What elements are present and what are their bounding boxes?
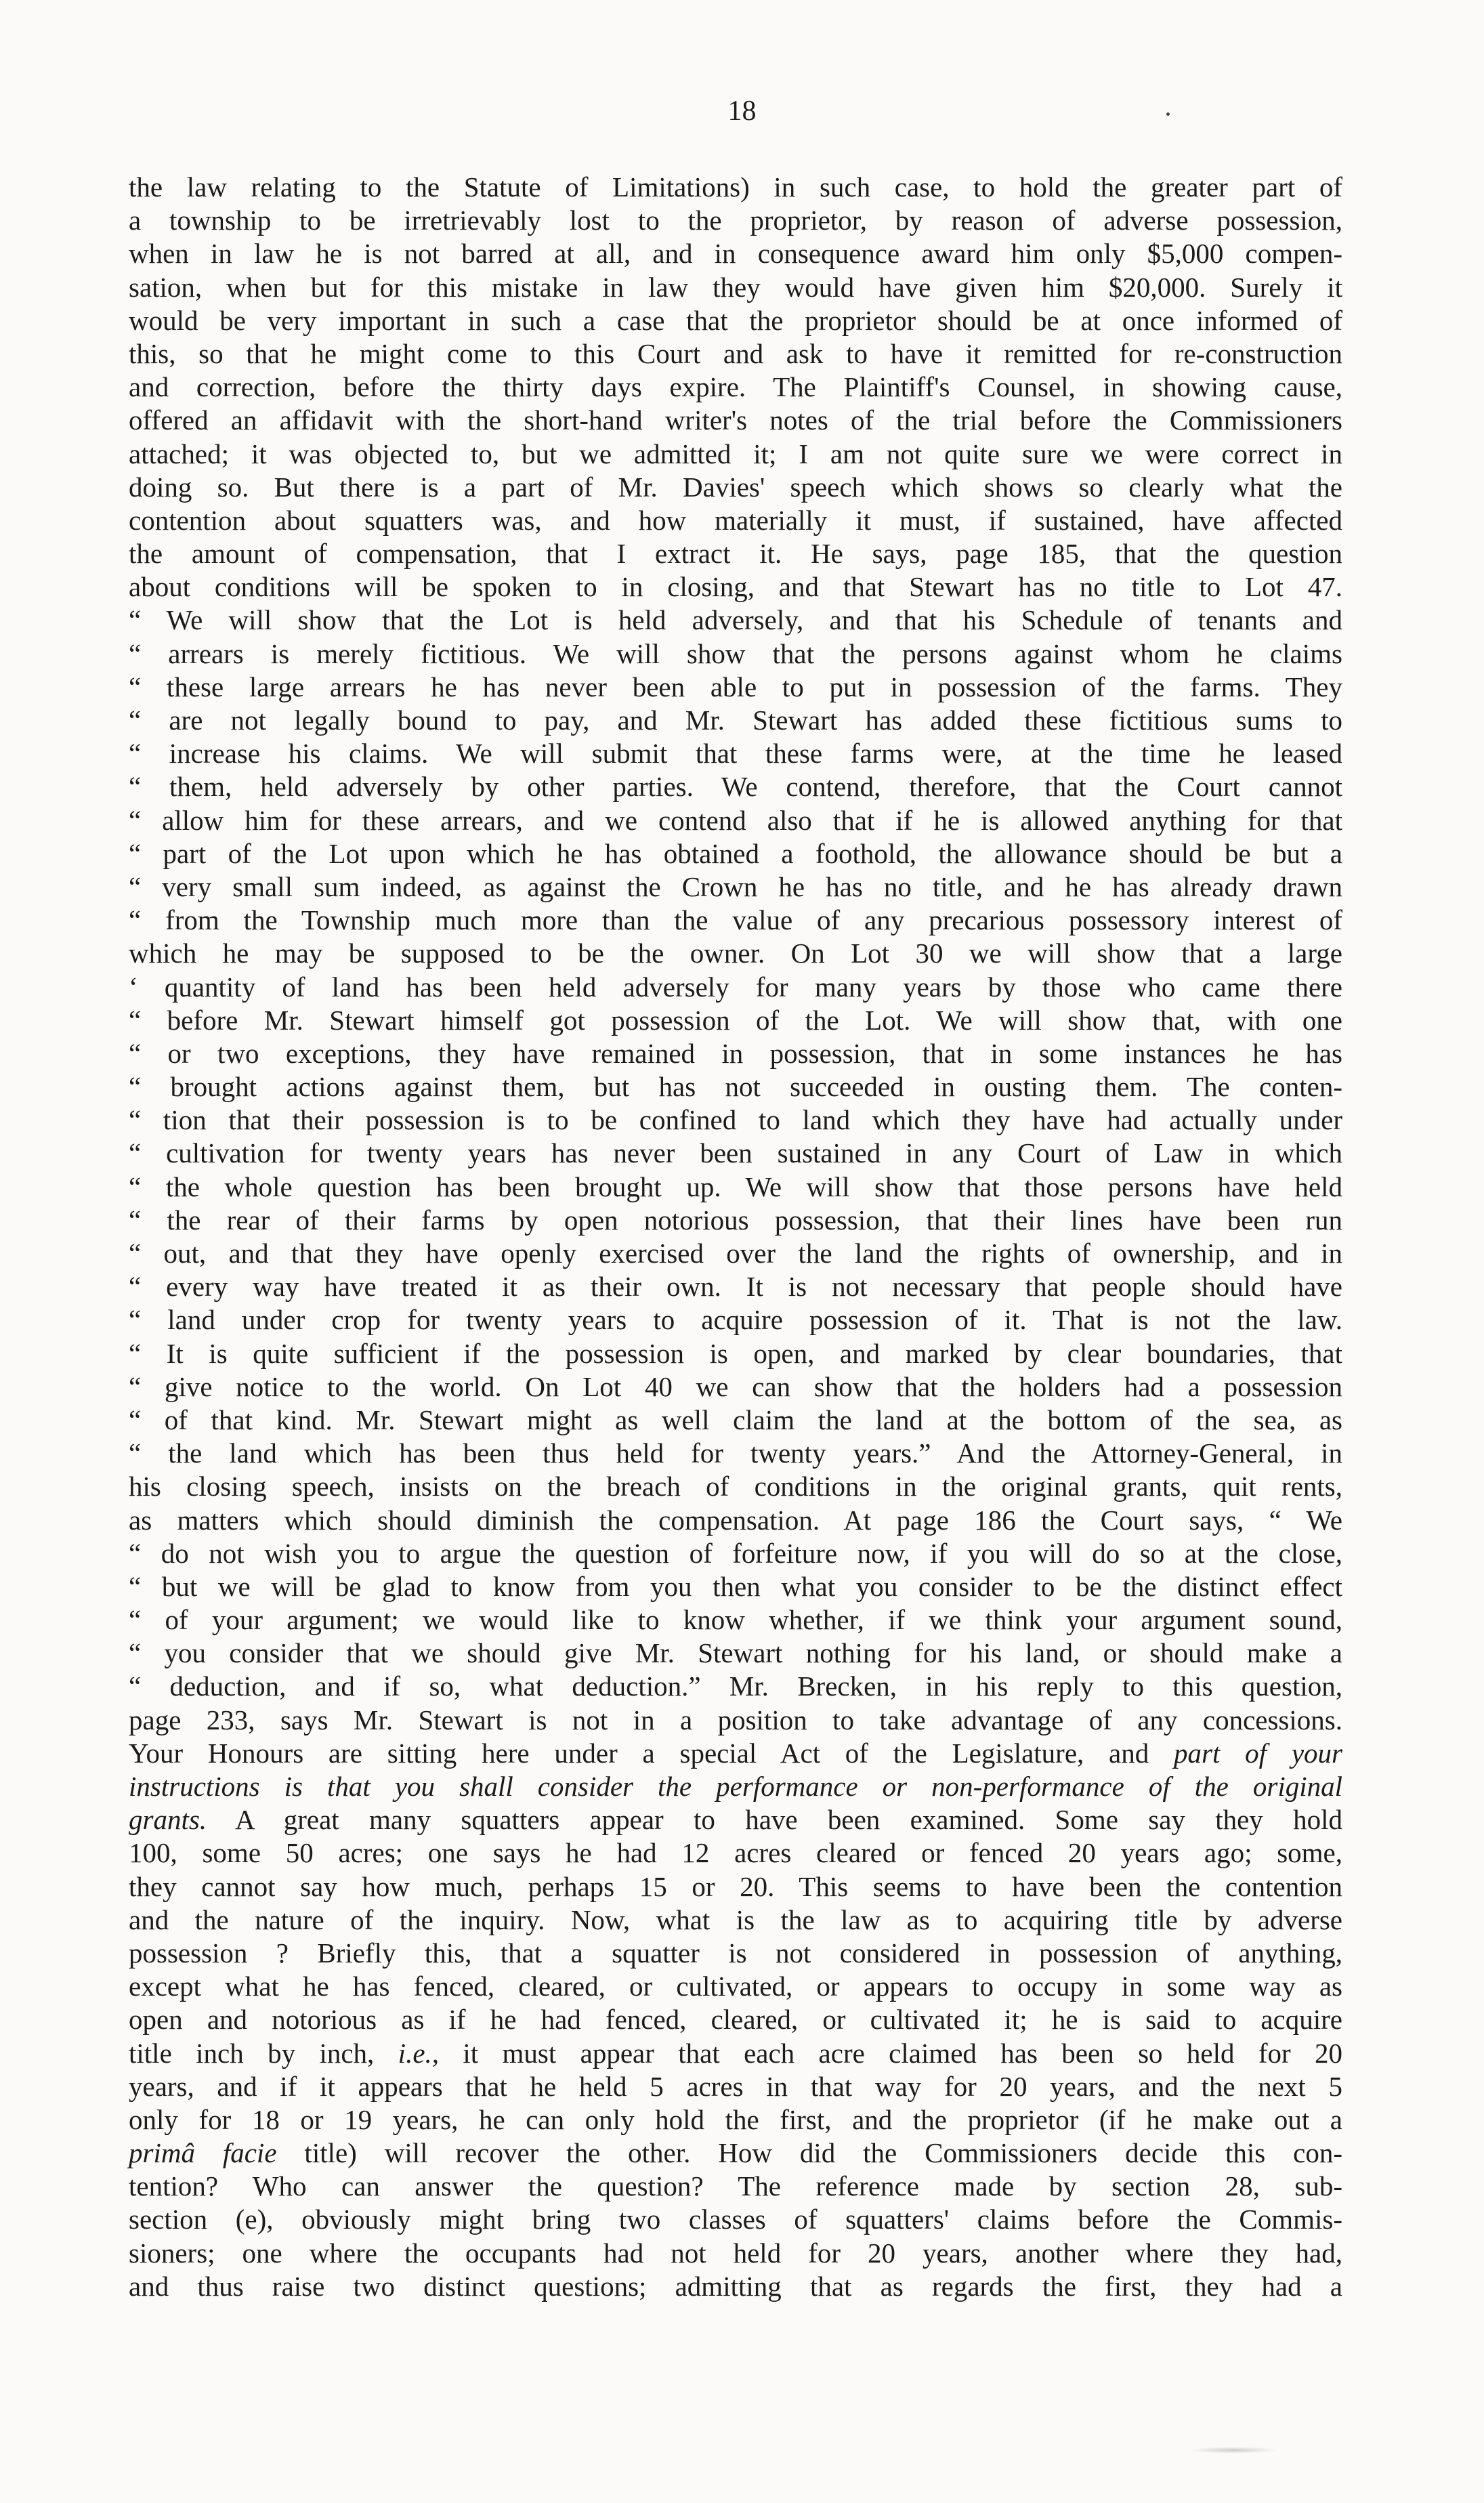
text-line: “ cultivation for twenty years has never been sustained in any Court of Law in which — [129, 1137, 1342, 1169]
text-line: 100, some 50 acres; one says he had 12 acres cleared or fenced 20 years ago; some, — [129, 1837, 1342, 1869]
italic-run: grants. — [129, 1804, 207, 1836]
text-run: A great many squatters appear to have been examined. Some say they hold — [235, 1804, 1342, 1836]
text-line: “ arrears is merely fictitious. We will show that the persons against whom he claims — [129, 637, 1342, 669]
text-line: “ very small sum indeed, as against the Crown he has no title, and he has already drawn — [129, 870, 1342, 902]
printer-mark — [1166, 112, 1170, 116]
text-line-with-italics — [129, 2137, 1342, 2170]
text-line: the law relating to the Statute of Limitations) in such case, to hold the greater part of — [129, 171, 1342, 203]
text-line: a township to be irretrievably lost to the proprietor, by reason of adverse possession, — [129, 205, 1342, 236]
text-line: tention? Who can answer the question? The reference made by section 28, sub- — [129, 2170, 1342, 2202]
text-line: page 233, says Mr. Stewart is not in a position to take advantage of any concessions. — [129, 1704, 1342, 1736]
text-line: “ brought actions against them, but has not succeeded in ousting them. The conten- — [129, 1071, 1342, 1103]
text-run: title) will recover the other. How did the Commissioners decide this con- — [304, 2137, 1342, 2169]
text-line: sation, when but for this mistake in law they would have given him $20,000. Surely it — [129, 271, 1342, 303]
text-line: “ them, held adversely by other parties. We contend, therefore, that the Court cannot — [129, 771, 1342, 803]
text-run: it must appear that each acre claimed has been so held for 20 — [463, 2037, 1343, 2069]
text-line: “ of your argument; we would like to know whether, if we think your argument sound, — [129, 1604, 1342, 1636]
text-line: and the nature of the inquiry. Now, what is the law as to acquiring title by adverse — [129, 1903, 1342, 1935]
text-line: contention about squatters was, and how materially it must, if sustained, have affected — [129, 504, 1342, 536]
text-line: “ tion that their possession is to be confined to land which they have had actually under — [129, 1104, 1342, 1136]
text-line: “ the whole question has been brought up. We will show that those persons have held — [129, 1171, 1342, 1202]
print-smudge — [1189, 2447, 1277, 2454]
text-line-italic — [129, 1770, 1342, 1803]
text-line: “ give notice to the world. On Lot 40 we can show that the holders had a possession — [129, 1370, 1342, 1402]
text-line: offered an affidavit with the short-hand writer's notes of the trial before the Commissioners — [129, 404, 1342, 436]
text-line: “ these large arrears he has never been able to put in possession of the farms. They — [129, 671, 1342, 702]
text-line: “ you consider that we should give Mr. Stewart nothing for his land, or should make a — [129, 1637, 1342, 1669]
text-line: “ We will show that the Lot is held adversely, and that his Schedule of tenants and — [129, 604, 1342, 636]
text-line: open and notorious as if he had fenced, cleared, or cultivated it; he is said to acquire — [129, 2004, 1342, 2036]
text-line: “ out, and that they have openly exercised over the land the rights of ownership, and in — [129, 1238, 1342, 1269]
text-line-with-italics — [129, 1737, 1342, 1770]
text-line: “ every way have treated it as their own. It is not necessary that people should have — [129, 1271, 1342, 1303]
text-line: the amount of compensation, that I extract it. He says, page 185, that the question — [129, 538, 1342, 570]
text-line: “ before Mr. Stewart himself got possession of the Lot. We will show that, with one — [129, 1004, 1342, 1036]
text-line: ‘ quantity of land has been held adversely for many years by those who came there — [129, 971, 1342, 1003]
body-text — [129, 171, 1342, 2303]
text-line: “ part of the Lot upon which he has obtained a foothold, the allowance should be but a — [129, 837, 1342, 869]
text-run: title inch by inch, — [129, 2037, 375, 2069]
text-line: sioners; one where the occupants had not held for 20 years, another where they had, — [129, 2237, 1342, 2269]
text-run: Your Honours are sitting here under a special Act of the Legislature, and — [129, 1737, 1149, 1769]
text-line-with-italics — [129, 1803, 1342, 1836]
text-line: when in law he is not barred at all, and in consequence award him only $5,000 compen- — [129, 238, 1342, 270]
italic-run: part of your — [1174, 1737, 1342, 1769]
text-line: “ are not legally bound to pay, and Mr. Stewart has added these fictitious sums to — [129, 704, 1342, 736]
text-line: they cannot say how much, perhaps 15 or 20. This seems to have been the contention — [129, 1870, 1342, 1902]
text-line: possession ? Briefly this, that a squatter is not considered in possession of anything, — [129, 1937, 1342, 1969]
text-line: “ from the Township much more than the value of any precarious possessory interest of — [129, 904, 1342, 936]
text-line: “ but we will be glad to know from you then what you consider to be the distinct effect — [129, 1570, 1342, 1602]
text-line: “ or two exceptions, they have remained in possession, that in some instances he has — [129, 1037, 1342, 1069]
text-line: “ deduction, and if so, what deduction.” Mr. Brecken, in his reply to this question, — [129, 1670, 1342, 1702]
text-line: as matters which should diminish the compensation. At page 186 the Court says, “ We — [129, 1504, 1342, 1536]
text-line: this, so that he might come to this Court and ask to have it remitted for re-construction — [129, 337, 1342, 369]
text-line: only for 18 or 19 years, he can only hold the first, and the proprietor (if he make out a — [129, 2103, 1342, 2135]
text-line: “ the land which has been thus held for twenty years.” And the Attorney-General, in — [129, 1437, 1342, 1469]
text-line-with-italics — [129, 2037, 1342, 2070]
text-line: attached; it was objected to, but we admitted it; I am not quite sure we were correct in — [129, 438, 1342, 469]
text-line: doing so. But there is a part of Mr. Davies' speech which shows so clearly what the — [129, 471, 1342, 503]
text-line: “ allow him for these arrears, and we contend also that if he is allowed anything for that — [129, 804, 1342, 836]
text-line: “ of that kind. Mr. Stewart might as well claim the land at the bottom of the sea, as — [129, 1404, 1342, 1435]
text-line: “ It is quite sufficient if the possession is open, and marked by clear boundaries, that — [129, 1337, 1342, 1369]
text-line: about conditions will be spoken to in closing, and that Stewart has no title to Lot 47. — [129, 571, 1342, 603]
italic-run: primâ facie — [129, 2137, 277, 2169]
text-line: “ increase his claims. We will submit that these farms were, at the time he leased — [129, 738, 1342, 770]
text-line: years, and if it appears that he held 5 acres in that way for 20 years, and the next 5 — [129, 2070, 1342, 2102]
text-line: and correction, before the thirty days expire. The Plaintiff's Counsel, in showing cause, — [129, 371, 1342, 403]
text-line: “ the rear of their farms by open notorious possession, that their lines have been run — [129, 1204, 1342, 1236]
text-line: section (e), obviously might bring two classes of squatters' claims before the Commis- — [129, 2204, 1342, 2235]
text-line: “ do not wish you to argue the question of forfeiture now, if you will do so at the close, — [129, 1537, 1342, 1569]
text-line: which he may be supposed to be the owner. On Lot 30 we will show that a large — [129, 938, 1342, 969]
text-line: “ land under crop for twenty years to acquire possession of it. That is not the law. — [129, 1304, 1342, 1336]
text-line: and thus raise two distinct questions; admitting that as regards the first, they had a — [129, 2270, 1342, 2302]
text-line: except what he has fenced, cleared, or cultivated, or appears to occupy in some way as — [129, 1971, 1342, 2002]
italic-run: instructions is that you shall consider the performance or non-performance of the original — [129, 1771, 1342, 1802]
text-line: his closing speech, insists on the breach of conditions in the original grants, quit rents, — [129, 1471, 1342, 1502]
text-line: would be very important in such a case that the proprietor should be at once informed of — [129, 304, 1342, 336]
italic-run: i.e., — [398, 2037, 440, 2069]
page-number: 18 — [727, 96, 757, 127]
